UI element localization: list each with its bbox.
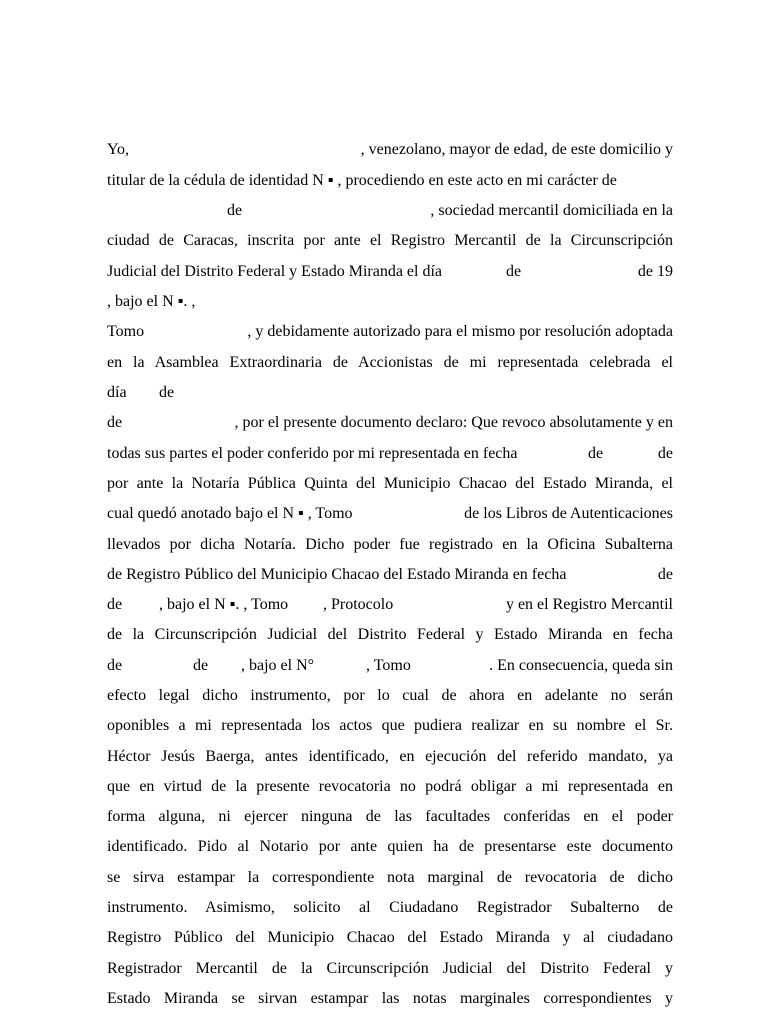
text-segment: que en virtud de la presente revocatoria no podrá obligar a mi representada en xyxy=(107,778,673,795)
text-segment: cual quedó anotado bajo el N ▪ , Tomo xyxy=(107,505,353,522)
text-line xyxy=(107,927,673,949)
text-segment: , venezolano, mayor de edad, de este domicilio y xyxy=(360,141,673,158)
text-line xyxy=(107,897,673,919)
text-line xyxy=(107,624,673,646)
text-segment: forma alguna, ni ejercer ninguna de las facultades conferidas en el poder xyxy=(107,808,673,825)
text-segment: titular de la cédula de identidad N ▪ , procediendo en este acto en mi carácter de xyxy=(107,172,617,189)
text-segment: , Protocolo xyxy=(323,596,394,613)
text-segment: de xyxy=(159,384,175,401)
text-segment: y en el Registro Mercantil xyxy=(505,596,673,613)
text-segment: identificado. Pido al Notario por ante quien ha de presentarse este documento xyxy=(107,838,673,855)
text-line xyxy=(107,685,673,707)
text-segment: , bajo el N ▪. , xyxy=(107,293,196,310)
text-segment: Estado Miranda se sirvan estampar las notas marginales correspondientes y xyxy=(107,990,673,1007)
text-line xyxy=(107,594,673,616)
text-line xyxy=(107,443,673,465)
text-segment: oponibles a mi representada los actos que pudiera realizar en su nombre el Sr. xyxy=(107,717,673,734)
text-segment: de xyxy=(588,445,604,462)
text-segment: de Registro Público del Municipio Chacao del Estado Miranda en fecha xyxy=(107,566,567,583)
text-segment: de xyxy=(193,657,209,674)
text-segment: , bajo el N ▪. , Tomo xyxy=(159,596,289,613)
text-segment: de xyxy=(227,202,243,219)
text-line xyxy=(107,503,673,525)
text-line xyxy=(107,291,673,313)
text-segment: ciudad de Caracas, inscrita por ante el Registro Mercantil de la Circunscripción xyxy=(107,232,673,249)
text-line xyxy=(107,564,673,586)
text-line xyxy=(107,412,673,434)
text-segment: . En consecuencia, queda sin xyxy=(489,657,673,674)
text-line xyxy=(107,261,673,283)
text-line xyxy=(107,715,673,737)
text-line xyxy=(107,200,673,222)
text-segment: , sociedad mercantil domiciliada en la xyxy=(430,202,673,219)
text-line xyxy=(107,776,673,798)
text-segment: efecto legal dicho instrumento, por lo cual de ahora en adelante no serán xyxy=(107,687,673,704)
text-line xyxy=(107,170,673,192)
text-line xyxy=(107,139,673,161)
text-segment: de xyxy=(107,657,123,674)
text-segment: se sirva estampar la correspondiente nota marginal de revocatoria de dicho xyxy=(107,869,673,886)
text-segment: instrumento. Asimismo, solicito al Ciudadano Registrador Subalterno de xyxy=(107,899,673,916)
text-segment: Tomo xyxy=(107,323,145,340)
text-segment: de xyxy=(657,445,673,462)
text-segment: día xyxy=(107,384,127,401)
text-segment: de xyxy=(107,414,123,431)
text-segment: , bajo el N° xyxy=(241,657,315,674)
text-segment: Registro Público del Municipio Chacao del Estado Miranda y al ciudadano xyxy=(107,929,673,946)
text-segment: de los Libros de Autenticaciones xyxy=(464,505,673,522)
text-line xyxy=(107,988,673,1010)
text-line xyxy=(107,867,673,889)
text-line xyxy=(107,321,673,343)
text-segment: , Tomo xyxy=(366,657,411,674)
text-line xyxy=(107,836,673,858)
text-segment: de la Circunscripción Judicial del Distrito Federal y Estado Miranda en fecha xyxy=(107,626,673,643)
text-segment: Registrador Mercantil de la Circunscripción Judicial del Distrito Federal y xyxy=(107,960,673,977)
text-line xyxy=(107,473,673,495)
text-line xyxy=(107,230,673,252)
text-segment: llevados por dicha Notaría. Dicho poder fue registrado en la Oficina Subalterna xyxy=(107,536,673,553)
text-segment: , y debidamente autorizado para el mismo por resolución adoptada xyxy=(247,323,673,340)
text-segment: de xyxy=(657,566,673,583)
text-line xyxy=(107,534,673,556)
text-segment: de xyxy=(107,596,123,613)
text-segment: de xyxy=(506,263,522,280)
text-segment: Judicial del Distrito Federal y Estado Miranda el día xyxy=(107,263,443,280)
text-segment: de 19 xyxy=(637,263,673,280)
text-line xyxy=(107,352,673,374)
text-line xyxy=(107,806,673,828)
text-segment: todas sus partes el poder conferido por mi representada en fecha xyxy=(107,445,518,462)
text-segment: en la Asamblea Extraordinaria de Accionistas de mi representada celebrada el xyxy=(107,354,673,371)
text-line xyxy=(107,655,673,677)
text-line xyxy=(107,382,673,404)
text-segment: Héctor Jesús Baerga, antes identificado, en ejecución del referido mandato, ya xyxy=(107,748,673,765)
text-line xyxy=(107,958,673,980)
text-segment: , por el presente documento declaro: Que revoco absolutamente y en xyxy=(234,414,673,431)
text-segment: Yo, xyxy=(107,141,129,158)
text-line xyxy=(107,746,673,768)
text-segment: por ante la Notaría Pública Quinta del Municipio Chacao del Estado Miranda, el xyxy=(107,475,673,492)
